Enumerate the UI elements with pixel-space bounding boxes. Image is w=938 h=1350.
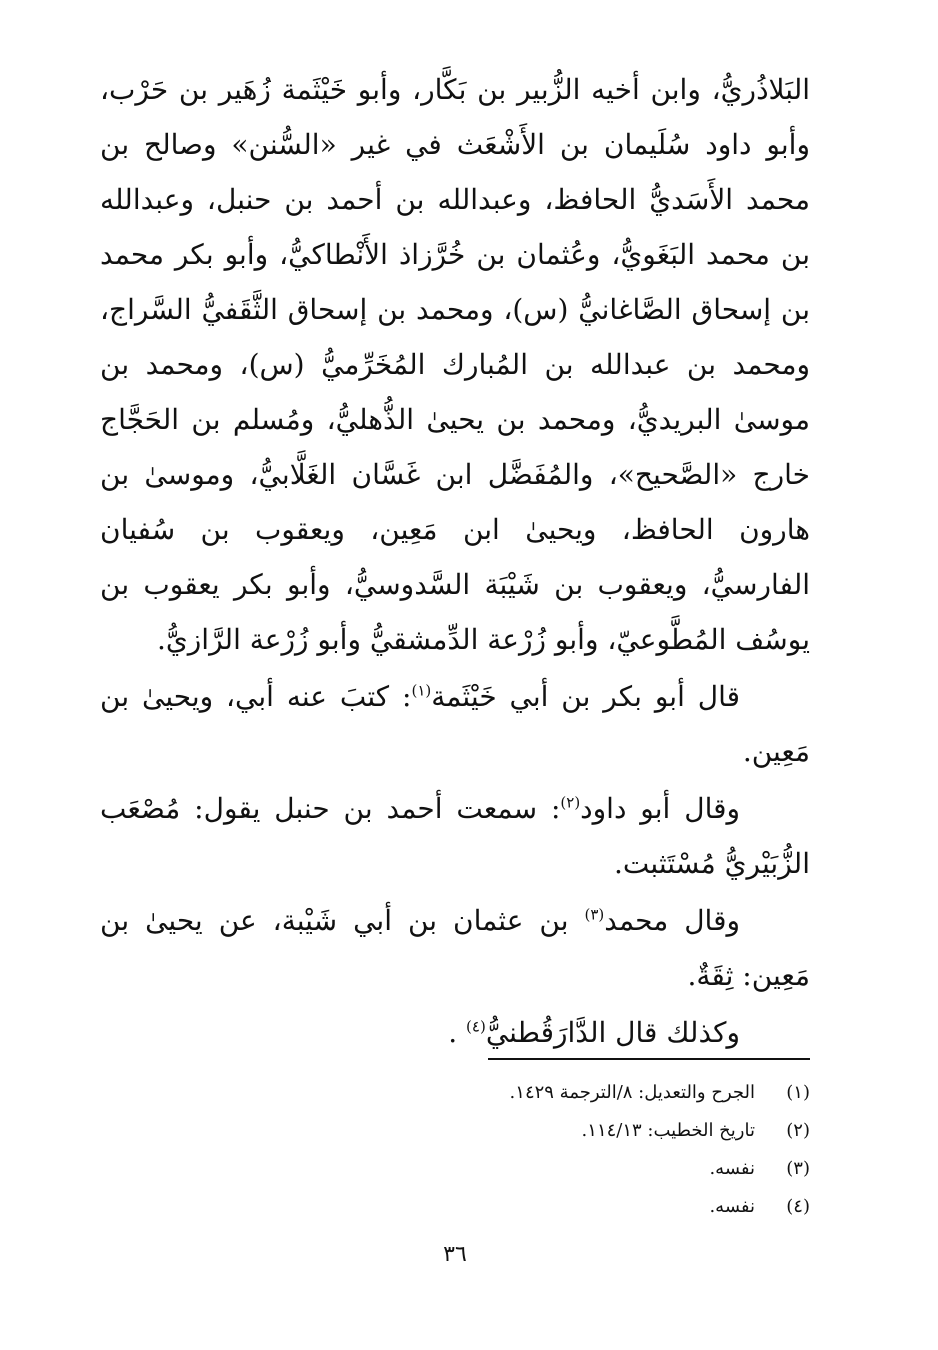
- footnote-mark-4[interactable]: (٤): [466, 1017, 486, 1036]
- footnote-2: [100, 1112, 810, 1150]
- footnote-text: نفسه.: [709, 1158, 755, 1179]
- paragraph-text: وقال أبو داود: [580, 792, 741, 825]
- footnote-number: (١): [786, 1082, 810, 1103]
- paragraph-text: قال أبو بكر بن أبي خَيْثَمة: [431, 680, 740, 713]
- paragraph-text: وقال محمد: [604, 904, 740, 937]
- footnote-3: [100, 1150, 810, 1188]
- paragraph-text: : سمعت أحمد بن حنبل يقول: مُصْعَب الزُّبَيْريُّ مُسْتَثبت.: [100, 792, 810, 880]
- footnote-text: تاريخ الخطيب: ١١٤/١٣.: [581, 1120, 755, 1141]
- paragraph-abu-bakr-quote: [100, 669, 810, 779]
- footnote-mark-1[interactable]: (١): [411, 681, 432, 700]
- book-page: [100, 62, 810, 1302]
- footnote-number: (٣): [786, 1158, 810, 1179]
- footnote-mark-2[interactable]: (٢): [560, 793, 581, 812]
- main-text: [100, 62, 810, 1060]
- footnote-4: [100, 1188, 810, 1226]
- footnote-mark-3[interactable]: (٣): [584, 905, 605, 924]
- paragraph-text: بن عثمان بن أبي شَيْبة، عن يحيىٰ بن مَعِين: ثِقَةٌ.: [100, 904, 810, 992]
- footnote-1: [100, 1074, 810, 1112]
- paragraph-muhammad-quote: [100, 893, 810, 1003]
- page-number: ٣٦: [443, 1242, 467, 1267]
- footnote-divider: [488, 1058, 810, 1060]
- footnote-number: (٢): [786, 1120, 810, 1141]
- footnote-number: (٤): [786, 1196, 810, 1217]
- paragraph-text: : كتبَ عنه أبي، ويحيىٰ بن مَعِين.: [100, 680, 810, 768]
- paragraph-text: البَلاذُريُّ، وابن أخيه الزُّبير بن بَكَّار، وأبو خَيْثَمة زُهَير بن حَرْب، وأبو داود سُلَيمان بن الأَشْعَث في غير «السُّنن» وصالح بن محمد الأَسَديُّ الحافظ، وعبدالله بن أحمد بن حنبل، وعبدالله بن محمد البَغَويُّ، وعُثمان بن خُرَّزاذ الأَنْطاكيُّ، وأبو بكر محمد بن إسحاق الصَّاغانيُّ (س)، ومحمد بن إسحاق الثَّقَفيُّ السَّراج، ومحمد بن عبدالله بن المُبارك المُخَرِّميُّ (س)، ومحمد بن موسىٰ البريديُّ، ومحمد بن يحيىٰ الذُّهليُّ، ومُسلم بن الحَجَّاج خارج «الصَّحيح»، والمُفَضَّل ابن غَسَّان الغَلَّابيُّ، وموسىٰ بن هارون الحافظ، ويحيىٰ ابن مَعِين، ويعقوب بن سُفيان الفارسيُّ، ويعقوب بن شَيْبَة السَّدوسيُّ، وأبو بكر يعقوب بن يوسُف المُطَّوعيّ، وأبو زُرْعة الدِّمشقيُّ وأبو زُرْعة الرَّازيُّ.: [100, 73, 810, 656]
- paragraph-text: وكذلك قال الدَّارَقُطنيُّ: [485, 1016, 740, 1049]
- footnotes: [100, 1074, 810, 1226]
- paragraph-daraqutni-quote: [100, 1005, 810, 1060]
- footnote-text: الجرح والتعديل: ٨/الترجمة ١٤٢٩.: [509, 1082, 755, 1103]
- footnote-text: نفسه.: [709, 1196, 755, 1217]
- paragraph-narrators-list: [100, 62, 810, 667]
- paragraph-abu-dawud-quote: [100, 781, 810, 891]
- paragraph-text: .: [448, 1016, 467, 1049]
